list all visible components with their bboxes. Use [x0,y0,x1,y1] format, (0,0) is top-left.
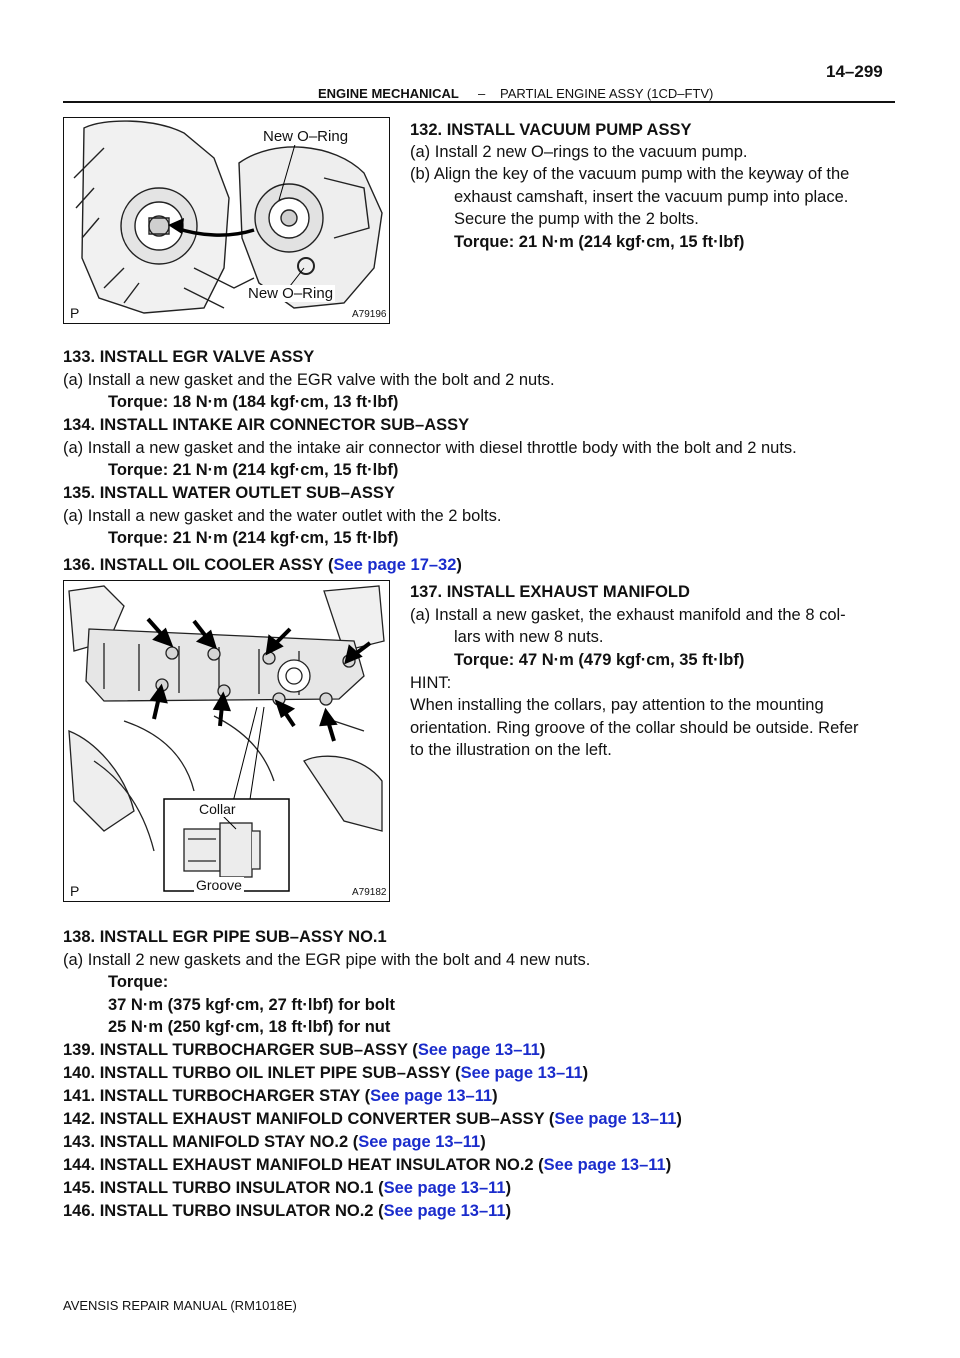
footer-manual-title: AVENSIS REPAIR MANUAL (RM1018E) [63,1298,297,1313]
step-132-torque: Torque: 21 N·m (214 kgf·cm, 15 ft·lbf) [454,233,745,251]
label-collar: Collar [199,801,236,817]
figure-exhaust-manifold [63,580,390,902]
step-close: ) [665,1156,672,1174]
step-141 [63,1085,498,1107]
step-title: 143. INSTALL MANIFOLD STAY NO.2 ( [63,1133,359,1151]
step-137-a2: lars with new 8 nuts. [454,628,604,646]
step-135-title: 135. INSTALL WATER OUTLET SUB–ASSY [63,484,395,502]
step-title: 144. INSTALL EXHAUST MANIFOLD HEAT INSULATOR NO.2 ( [63,1156,544,1174]
step-138-torque-label: Torque: [108,973,169,991]
step-close: ) [505,1179,512,1197]
header-separator: – [478,86,486,101]
step-137-hint2: orientation. Ring groove of the collar should be outside. Refer [410,719,859,737]
step-138-torque2: 25 N·m (250 kgf·cm, 18 ft·lbf) for nut [108,1018,391,1036]
step-132-b3: Secure the pump with the 2 bolts. [454,210,699,228]
step-138-a: (a) Install 2 new gaskets and the EGR pipe with the bolt and 4 new nuts. [63,951,591,969]
step-144 [63,1154,671,1176]
step-137-hint-label: HINT: [410,674,452,692]
see-page-link[interactable]: See page 13–11 [543,1156,666,1174]
step-132-b2: exhaust camshaft, insert the vacuum pump into place. [454,188,849,206]
step-title: 145. INSTALL TURBO INSULATOR NO.1 ( [63,1179,384,1197]
step-136-close: ) [456,556,462,574]
step-145 [63,1177,511,1199]
header-section: ENGINE MECHANICAL [318,86,459,101]
step-136 [63,554,462,576]
step-138-torque1: 37 N·m (375 kgf·cm, 27 ft·lbf) for bolt [108,996,395,1014]
step-137-torque: Torque: 47 N·m (479 kgf·cm, 35 ft·lbf) [454,651,745,669]
see-page-link[interactable]: See page 13–11 [358,1133,481,1151]
step-133-title: 133. INSTALL EGR VALVE ASSY [63,348,315,366]
step-132-title: 132. INSTALL VACUUM PUMP ASSY [410,121,692,139]
step-138-title: 138. INSTALL EGR PIPE SUB–ASSY NO.1 [63,928,387,946]
step-133-a: (a) Install a new gasket and the EGR valve with the bolt and 2 nuts. [63,371,555,389]
step-134-torque: Torque: 21 N·m (214 kgf·cm, 15 ft·lbf) [108,461,399,479]
step-close: ) [492,1087,498,1105]
step-135-a: (a) Install a new gasket and the water outlet with the 2 bolts. [63,507,502,525]
step-134-title: 134. INSTALL INTAKE AIR CONNECTOR SUB–ASSY [63,416,470,434]
step-close: ) [676,1110,682,1128]
step-title: 141. INSTALL TURBOCHARGER STAY ( [63,1087,371,1105]
page-number: 14–299 [826,62,883,81]
step-close: ) [582,1064,589,1082]
step-140 [63,1062,588,1084]
see-page-link[interactable]: See page 13–11 [554,1110,677,1128]
vacuum-pump-illustration [64,118,389,323]
figure-corner-mark: P [70,305,80,321]
label-new-o-ring-bottom: New O–Ring [248,285,334,302]
see-page-link[interactable]: See page 13–11 [417,1041,540,1059]
step-close: ) [505,1202,512,1220]
step-132-b1: (b) Align the key of the vacuum pump with the keyway of the [410,165,850,183]
see-page-link[interactable]: See page 13–11 [383,1179,506,1197]
figure-corner-mark: P [70,883,80,899]
step-137-title: 137. INSTALL EXHAUST MANIFOLD [410,583,690,601]
exhaust-manifold-illustration [64,581,389,901]
header-subsection: PARTIAL ENGINE ASSY (1CD–FTV) [500,86,714,101]
step-133-torque: Torque: 18 N·m (184 kgf·cm, 13 ft·lbf) [108,393,399,411]
step-134-a: (a) Install a new gasket and the intake air connector with diesel throttle body with the bolt and 2 nuts. [63,439,797,457]
label-new-o-ring-top: New O–Ring [263,128,349,145]
figure-code: A79196 [352,309,387,320]
step-title: 140. INSTALL TURBO OIL INLET PIPE SUB–ASSY ( [63,1064,461,1082]
step-137-hint1: When installing the collars, pay attention to the mounting [410,696,824,714]
figure-vacuum-pump [63,117,390,324]
step-title: 139. INSTALL TURBOCHARGER SUB–ASSY ( [63,1041,418,1059]
step-title: 146. INSTALL TURBO INSULATOR NO.2 ( [63,1202,384,1220]
step-136-link[interactable]: See page 17–32 [333,556,457,574]
step-close: ) [480,1133,486,1151]
step-title: 142. INSTALL EXHAUST MANIFOLD CONVERTER SUB–ASSY ( [63,1110,555,1128]
step-139 [63,1039,545,1061]
step-135-torque: Torque: 21 N·m (214 kgf·cm, 15 ft·lbf) [108,529,399,547]
see-page-link[interactable]: See page 13–11 [460,1064,583,1082]
figure-code: A79182 [352,887,387,898]
step-close: ) [539,1041,546,1059]
step-132-a: (a) Install 2 new O–rings to the vacuum pump. [410,143,748,161]
step-137-a1: (a) Install a new gasket, the exhaust manifold and the 8 col- [410,606,846,624]
step-137-hint3: to the illustration on the left. [410,741,612,759]
step-146 [63,1200,511,1222]
step-136-title: 136. INSTALL OIL COOLER ASSY ( [63,556,334,574]
see-page-link[interactable]: See page 13–11 [370,1087,493,1105]
see-page-link[interactable]: See page 13–11 [383,1202,506,1220]
step-143 [63,1131,486,1153]
header-rule [63,101,895,103]
step-142 [63,1108,682,1130]
label-groove: Groove [196,877,242,893]
